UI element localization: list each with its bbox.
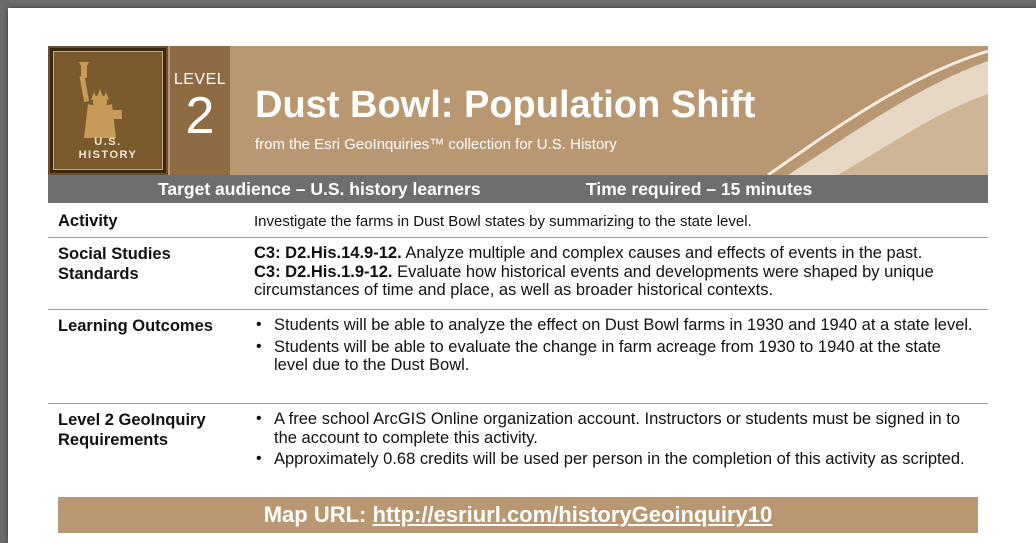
statue-of-liberty-icon [70, 60, 150, 138]
map-url-bar [58, 497, 978, 533]
activity-row [48, 206, 988, 238]
requirements-list [254, 410, 979, 472]
target-audience: Target audience – U.S. history learners [158, 179, 481, 199]
time-required: Time required – 15 minutes [586, 179, 813, 199]
header-banner [48, 46, 988, 175]
requirements-label: Level 2 GeoInquiry Requirements [58, 411, 206, 449]
activity-label: Activity [58, 212, 118, 230]
info-bar [48, 175, 988, 203]
outcomes-label: Learning Outcomes [58, 317, 213, 335]
list-item: • Students will be able to evaluate the change in farm acreage from 1930 to 1940 at the state level due to the Dust Bowl. [254, 338, 979, 375]
document-page [8, 8, 1036, 543]
map-url-label: Map URL: [263, 502, 373, 527]
list-item: • Students will be able to analyze the effect on Dust Bowl farms in 1930 and 1940 at a state level. [254, 316, 979, 335]
standards-text [254, 244, 979, 300]
list-item: • A free school ArcGIS Online organization account. Instructors or students must be signed in to the account to complete this activity. [254, 410, 979, 447]
outcomes-row [48, 311, 988, 404]
page-subtitle: from the Esri GeoInquiries™ collection for U.S. History [255, 136, 617, 153]
standards-label: Social Studies Standards [58, 245, 171, 283]
level-label: LEVEL [173, 71, 227, 88]
activity-text: Investigate the farms in Dust Bowl states by summarizing to the state level. [254, 213, 752, 230]
outcomes-list [254, 316, 979, 378]
standards-row [48, 239, 988, 310]
decorative-swoosh [728, 46, 988, 175]
logo-caption: U.S. HISTORY [78, 136, 138, 161]
requirements-row [48, 405, 988, 491]
level-number: 2 [185, 87, 215, 145]
standard-item: C3: D2.His.14.9-12. Analyze multiple and complex causes and effects of events in the past. [254, 244, 923, 262]
us-history-logo [48, 46, 168, 175]
list-item: • Approximately 0.68 credits will be used per person in the completion of this activity as scripted. [254, 450, 979, 469]
page-title: Dust Bowl: Population Shift [255, 84, 756, 126]
level-badge [170, 46, 230, 175]
map-url-link[interactable]: http://esriurl.com/historyGeoinquiry10 [372, 502, 773, 527]
standard-item: C3: D2.His.1.9-12. Evaluate how historical events and developments were shaped by unique circumstances of time and place, as well as broader historical contexts. [254, 262, 934, 299]
